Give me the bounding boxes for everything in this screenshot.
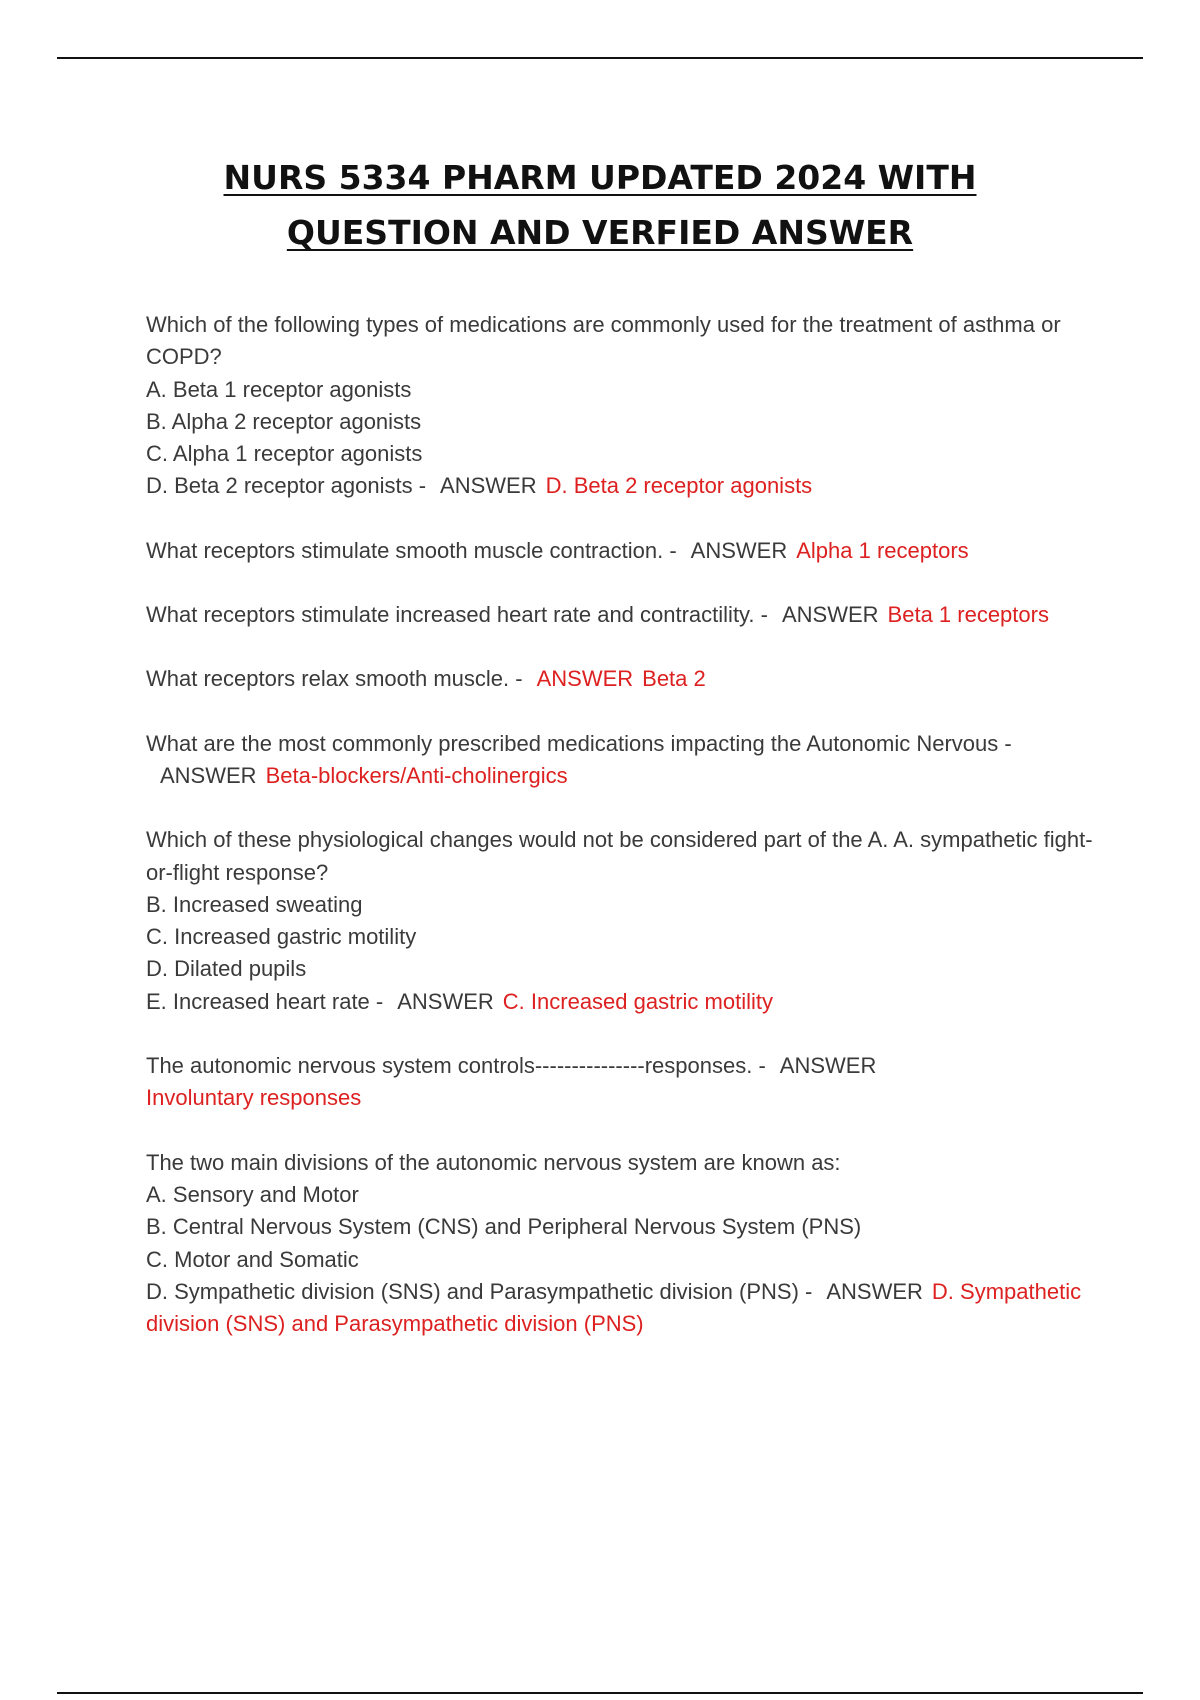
option-c: C. Increased gastric motility	[146, 924, 417, 950]
answer-text: D. Beta 2 receptor agonists	[545, 473, 813, 499]
option-c: C. Motor and Somatic	[146, 1246, 359, 1272]
document-title	[0, 150, 1200, 260]
title-line-1: NURS 5334 PHARM UPDATED 2024 WITH	[223, 158, 977, 197]
question-3	[146, 599, 1106, 631]
answer-label: ANSWER	[440, 473, 537, 499]
question-stem: The two main divisions of the autonomic nervous system are known as:	[146, 1149, 841, 1175]
question-stem: What receptors relax smooth muscle. -	[146, 666, 523, 692]
question-4	[146, 663, 1106, 695]
answer-label: ANSWER	[690, 537, 788, 563]
question-stem: What receptors stimulate smooth muscle contraction. -	[146, 537, 677, 563]
question-6	[146, 824, 1106, 1018]
answer-label: ANSWER	[781, 602, 879, 628]
answer-label: ANSWER	[160, 762, 257, 788]
option-b: B. Increased sweating	[146, 891, 363, 917]
answer-text: Involuntary responses	[146, 1085, 362, 1111]
top-rule	[57, 57, 1143, 59]
answer-text: Beta-blockers/Anti-cholinergics	[265, 762, 568, 788]
option-d: D. Beta 2 receptor agonists -	[146, 473, 427, 499]
answer-text: Beta 1 receptors	[887, 602, 1049, 628]
answer-label: ANSWER	[779, 1053, 877, 1079]
answer-text: C. Increased gastric motility	[502, 988, 773, 1014]
answer-text: D. Sympathetic division (SNS) and Parasympathetic division (PNS)	[146, 1278, 1082, 1337]
question-stem: What receptors stimulate increased heart rate and contractility. -	[146, 602, 768, 628]
question-7	[146, 1050, 1106, 1115]
answer-text: Alpha 1 receptors	[796, 537, 969, 563]
question-stem: Which of these physiological changes would not be considered part of the A. A. sympathetic fight-or-flight response?	[146, 827, 1093, 885]
answer-label: ANSWER	[397, 988, 494, 1014]
option-b: B. Alpha 2 receptor agonists	[146, 408, 422, 434]
option-d: D. Sympathetic division (SNS) and Parasympathetic division (PNS) -	[146, 1278, 813, 1304]
question-list	[146, 309, 1106, 1372]
option-d: D. Dilated pupils	[146, 956, 307, 982]
question-2	[146, 535, 1106, 567]
option-c: C. Alpha 1 receptor agonists	[146, 441, 423, 467]
title-line-2: QUESTION AND VERFIED ANSWER	[286, 213, 914, 252]
question-8	[146, 1147, 1106, 1341]
bottom-rule	[57, 1692, 1143, 1694]
question-1	[146, 309, 1106, 503]
option-b: B. Central Nervous System (CNS) and Peripheral Nervous System (PNS)	[146, 1214, 862, 1240]
option-e: E. Increased heart rate -	[146, 988, 384, 1014]
option-a: A. Beta 1 receptor agonists	[146, 376, 412, 402]
question-stem: What are the most commonly prescribed medications impacting the Autonomic Nervous -	[146, 730, 1012, 756]
question-5	[146, 728, 1106, 793]
answer-text: Beta 2	[642, 666, 706, 692]
option-a: A. Sensory and Motor	[146, 1181, 359, 1207]
answer-label: ANSWER	[826, 1278, 923, 1304]
question-stem: The autonomic nervous system controls---------------responses. -	[146, 1053, 766, 1079]
question-stem: Which of the following types of medications are commonly used for the treatment of asthma or COPD?	[146, 312, 1061, 370]
answer-label: ANSWER	[536, 666, 634, 692]
